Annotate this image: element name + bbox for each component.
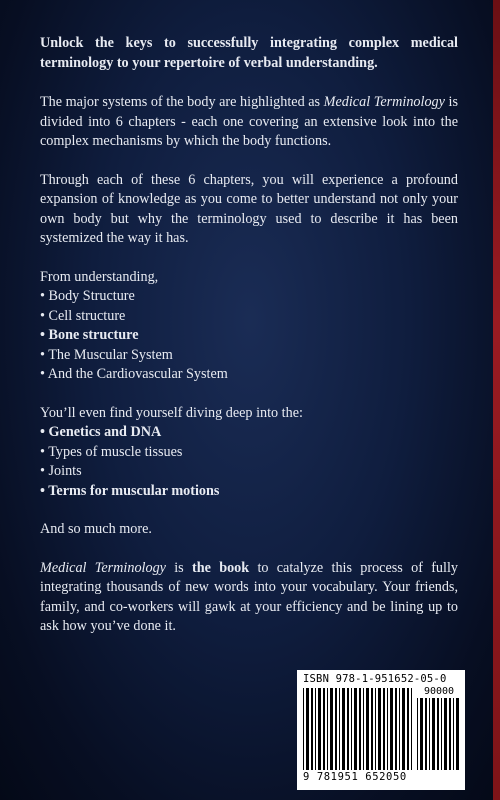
- book-title-italic: Medical Terminology: [40, 559, 166, 576]
- addon-barcode-icon: [417, 698, 461, 770]
- list-item: • Bone structure: [40, 327, 139, 343]
- diving-list: [40, 404, 458, 502]
- list-item: • Body Structure: [40, 288, 135, 304]
- isbn-barcode: [297, 670, 465, 790]
- systems-text-end: is divided into 6 chapters - each one covering an extensive look into the complex mechanisms by which the body functions.: [40, 94, 458, 149]
- closing-text-end: to catalyze this process of fully integrating thousands of new words into your vocabulary. Your friends, family, and co-workers will gawk at your efficiency and be lining up to ask how you’ve done it.: [40, 559, 458, 634]
- systems-paragraph: [40, 93, 458, 152]
- list-item: • Cell structure: [40, 307, 126, 324]
- spine-red-edge: [493, 0, 500, 800]
- ean-barcode-icon: [303, 688, 415, 770]
- list-item: • The Muscular System: [40, 346, 173, 363]
- list-item: • And the Cardiovascular System: [40, 366, 228, 382]
- back-cover-text: [40, 34, 458, 656]
- closing-bold-phrase: the book: [192, 559, 250, 576]
- list-item: • Types of muscle tissues: [40, 443, 183, 460]
- chapters-paragraph: Through each of these 6 chapters, you will experience a profound expansion of knowledge as you come to better understand not only your own body but why the terminology used to describe it has been systemized the way it has.: [40, 171, 458, 246]
- understanding-list: [40, 268, 458, 385]
- ean-number: 9 781951 652050: [303, 771, 407, 783]
- list-item: • Joints: [40, 463, 82, 479]
- addon-number: 90000: [423, 686, 455, 697]
- isbn-label: ISBN 978-1-951652-05-0: [303, 673, 447, 685]
- closing-paragraph: [40, 559, 458, 637]
- list-item: • Genetics and DNA: [40, 424, 162, 440]
- systems-text-start: The major systems of the body are highlighted as: [40, 94, 324, 110]
- intro-paragraph: Unlock the keys to successfully integrating complex medical terminology to your repertoire of verbal understanding.: [40, 35, 458, 71]
- list-item: • Terms for muscular motions: [40, 482, 220, 499]
- understanding-heading: From understanding,: [40, 268, 159, 285]
- more-paragraph: And so much more.: [40, 521, 152, 537]
- diving-heading: You’ll even find yourself diving deep into the:: [40, 404, 303, 421]
- book-title-italic: Medical Terminology: [323, 94, 445, 110]
- closing-text-mid: is: [165, 559, 192, 576]
